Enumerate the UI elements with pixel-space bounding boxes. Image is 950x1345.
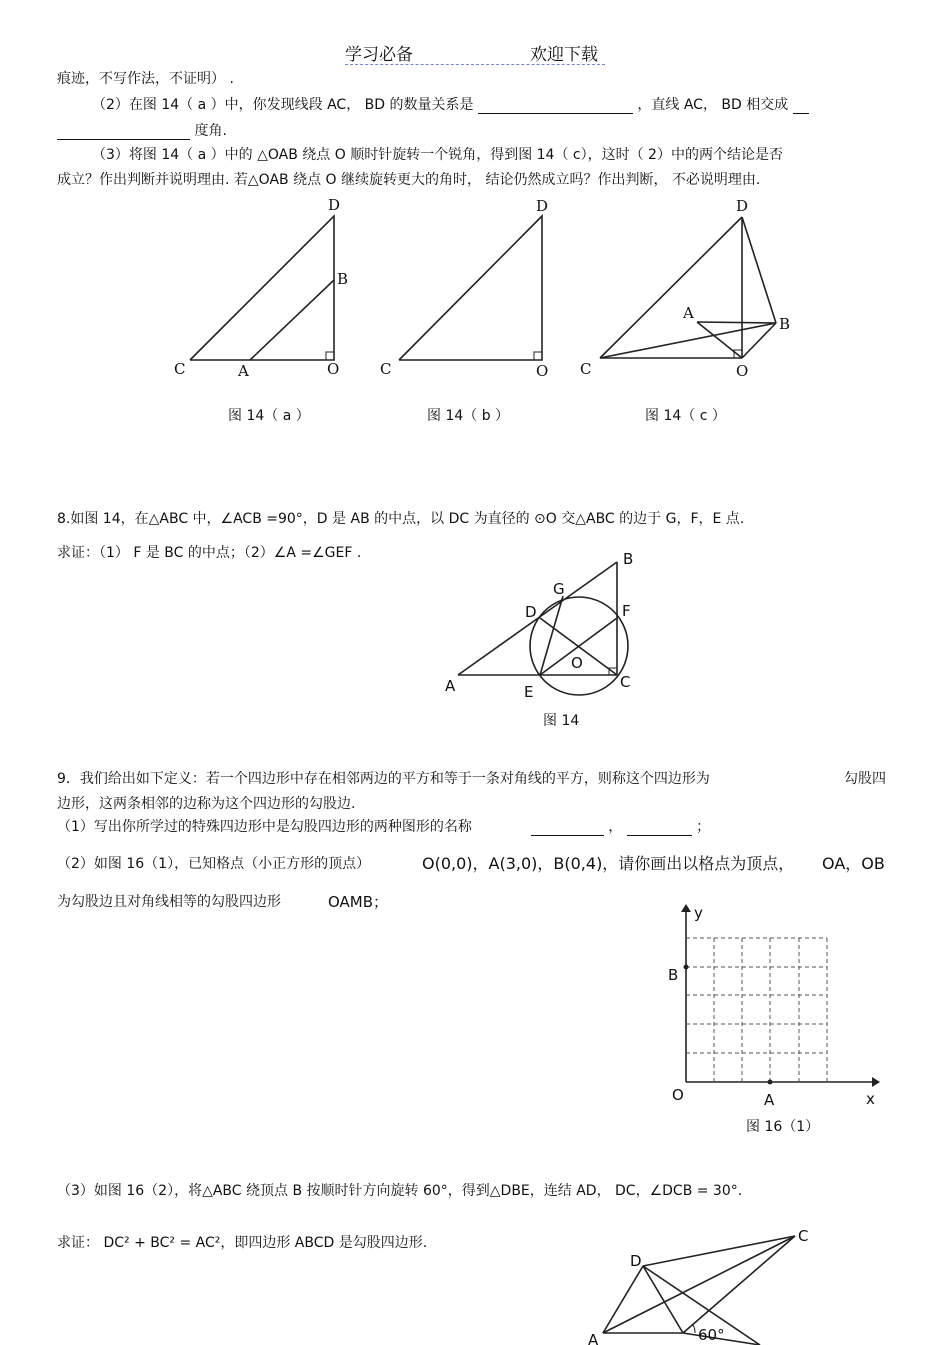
fig-a-label-c: C — [174, 360, 186, 378]
fig-a-caption: 图 14（ a ） — [228, 408, 310, 424]
fig-b-label-c: C — [380, 360, 392, 378]
header-right: 欢迎下载 — [530, 45, 598, 65]
fig-b-caption: 图 14（ b ） — [427, 408, 510, 424]
fig-a-label-b: B — [337, 270, 349, 288]
grid-label-o: O — [672, 1086, 684, 1104]
y-axis-arrow-icon — [681, 904, 691, 912]
header-left: 学习必备 — [345, 45, 413, 65]
fig16-2-angle: 60° — [698, 1326, 725, 1344]
q7-part3-line1: （3）将图 14（ a ）中的 △OAB 绕点 O 顺时针旋转一个锐角，得到图 14（ c），这时（ 2）中的两个结论是否 — [92, 147, 783, 163]
fig16-2-label-d: D — [630, 1252, 642, 1270]
q7-part2-a: （2）在图 14（ a ）中，你发现线段 AC， BD 的数量关系是 — [92, 97, 474, 113]
q9-part2-line2a: 为勾股边且对角线相等的勾股四边形 — [57, 894, 281, 910]
q9-part2-c: OA，OB — [822, 854, 885, 873]
fig-c-caption: 图 14（ c ） — [645, 408, 726, 424]
q9-line2: 边形，这两条相邻的边称为这个四边形的勾股边. — [57, 796, 356, 812]
q9-part2-line2b: OAMB； — [328, 893, 389, 911]
q9-part1-sep: ， — [608, 819, 623, 835]
fig-a-label-d: D — [328, 196, 341, 214]
q8-line1: 8.如图 14，在△ABC 中，∠ACB =90°，D 是 AB 的中点，以 DC 为直径的 ⊙O 交△ABC 的边于 G，F，E 点. — [57, 511, 745, 527]
grid-figure-16-1 — [686, 912, 872, 1082]
q7-part2-c: 度角. — [194, 123, 227, 139]
x-axis-arrow-icon — [872, 1077, 880, 1087]
q9-line1a: 9．我们给出如下定义：若一个四边形中存在相邻两边的平方和等于一条对角线的平方，则称这个四边形为 — [57, 771, 710, 787]
fig-a-label-a: A — [238, 362, 249, 380]
grid-label-a: A — [764, 1091, 775, 1109]
fig-c-label-d: D — [736, 197, 749, 215]
figure-14c — [600, 217, 776, 358]
fig-b-label-d: D — [536, 197, 549, 215]
q7-line0: 痕迹，不写作法，不证明） . — [57, 71, 234, 87]
fig-a-label-o: O — [327, 360, 340, 378]
grid-point-b — [684, 965, 689, 970]
q9-proof: 求证： DC² + BC² = AC²，即四边形 ABCD 是勾股四边形. — [57, 1235, 428, 1251]
grid-label-b: B — [668, 966, 679, 984]
q8-label-o: O — [571, 654, 583, 672]
fig-c-label-a: A — [683, 304, 694, 322]
q7-part3-line2: 成立？作出判断并说明理由. 若△OAB 绕点 O 继续旋转更大的角时， 结论仍然成立吗？作出判断， 不必说明理由. — [57, 172, 761, 188]
q9-part2-b: O(0,0)，A(3,0)，B(0,4)，请你画出以格点为顶点， — [422, 854, 795, 873]
q8-label-g: G — [553, 580, 565, 598]
q9-blank-shape-1[interactable] — [531, 821, 604, 836]
q8-caption: 图 14 — [543, 713, 580, 729]
q8-label-b: B — [623, 550, 634, 568]
q9-part1: （1）写出你所学过的特殊四边形中是勾股四边形的两种图形的名称 — [57, 819, 472, 835]
fig-b-label-o: O — [536, 362, 549, 380]
q8-label-f: F — [622, 602, 631, 620]
fig16-2-label-c: C — [798, 1227, 809, 1245]
q7-part2-b: ，直线 AC， BD 相交成 — [637, 97, 789, 113]
fig-c-label-c: C — [580, 360, 592, 378]
q9-part3: （3）如图 16（2），将△ABC 绕顶点 B 按顺时针方向旋转 60°，得到△DBE，连结 AD， DC，∠DCB = 30°. — [57, 1183, 743, 1199]
q9-part2-a: （2）如图 16（1），已知格点（小正方形的顶点） — [57, 856, 371, 872]
q9-part1-end: ； — [696, 819, 711, 835]
fig-c-label-b: B — [779, 315, 791, 333]
grid-point-a — [768, 1080, 773, 1085]
figure-14a — [190, 216, 334, 360]
q8-label-e: E — [524, 683, 534, 701]
grid-label-y: y — [694, 904, 703, 922]
q8-label-d: D — [525, 603, 537, 621]
fig16-2-label-a: A — [588, 1331, 599, 1345]
q8-label-c: C — [620, 673, 631, 691]
grid-label-x: x — [866, 1090, 875, 1108]
figure-q8 — [458, 562, 631, 695]
fig-c-label-o: O — [736, 362, 749, 380]
figure-14b — [399, 216, 542, 360]
q9-blank-shape-2[interactable] — [627, 821, 692, 836]
grid-caption: 图 16（1） — [746, 1119, 820, 1135]
q9-part1-line — [57, 818, 710, 836]
q8-line2: 求证：（1） F 是 BC 的中点；（2）∠A =∠GEF . — [57, 545, 362, 561]
q9-line1b: 勾股四 — [844, 771, 886, 787]
q8-label-a: A — [445, 677, 456, 695]
